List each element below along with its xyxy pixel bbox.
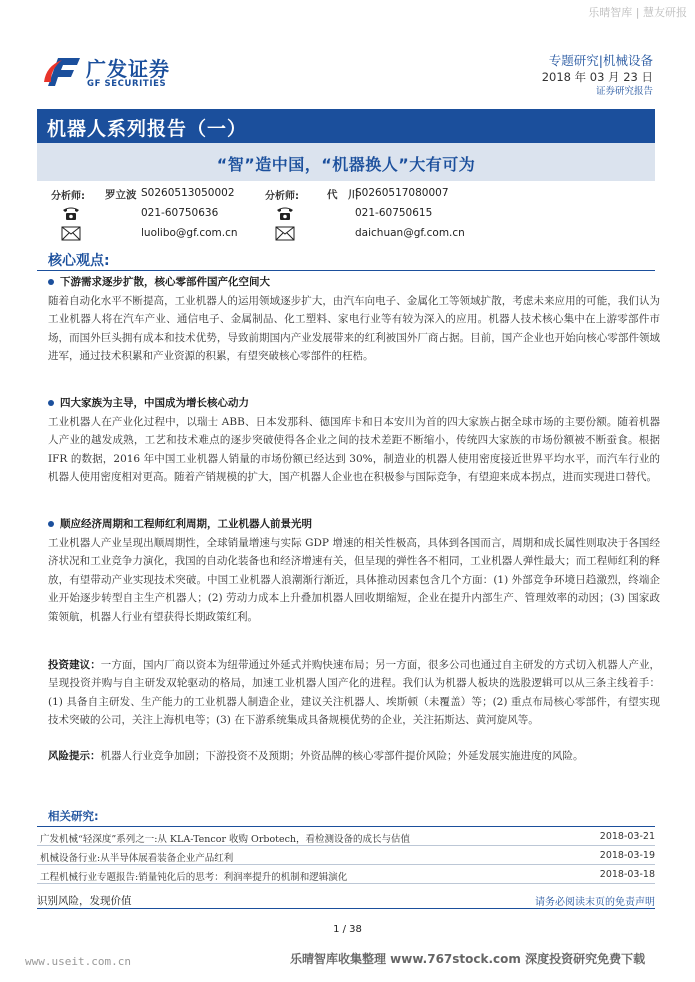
brand-name-en: GF SECURITIES xyxy=(87,79,167,89)
report-subtitle: “智”造中国，“机器换人”大有可为 xyxy=(216,155,476,174)
section-big-four xyxy=(48,393,660,487)
analyst-row-phones xyxy=(37,205,655,226)
related-item-date: 2018-03-19 xyxy=(599,850,655,861)
section-heading: 下游需求逐步扩散，核心零部件国产化空间大 xyxy=(48,272,660,292)
analyst-1-phone: 021-60750636 xyxy=(141,207,219,219)
mail-icon xyxy=(275,226,295,241)
report-date: 2018 年 03 月 23 日 xyxy=(541,70,653,84)
watermark-bottom-left: www.useit.com.cn xyxy=(25,955,131,968)
risk-text: 机器人行业竞争加剧；下游投资不及预期；外资品牌的核心零部件提价风险；外延发展实施进度的风险。 xyxy=(100,750,584,762)
analyst-row-emails xyxy=(37,225,655,246)
brand-logo xyxy=(42,52,192,96)
analyst-1-name: 罗立波 xyxy=(105,189,137,201)
risk-label: 风险提示： xyxy=(48,750,101,762)
section-investment-advice xyxy=(48,656,660,730)
report-category: 专题研究|机械设备 xyxy=(548,53,653,68)
analyst-2-phone: 021-60750615 xyxy=(355,207,433,219)
analyst-label: 分析师: xyxy=(51,191,85,202)
related-item-title[interactable]: 工程机械行业专题报告:销量钝化后的思考：利润率提升的机制和逻辑演化 xyxy=(40,872,348,883)
footer-slogan: 识别风险，发现价值 xyxy=(37,895,132,907)
section-body: 随着自动化水平不断提高，工业机器人的运用领域逐步扩大，由汽车向电子、金属化工等领域扩散，考虑未来应用的可能，我们认为工业机器人将在汽车产业、通信电子、金属制品、化工塑料、家电行业等有较为深入的应用。机器人技术核心集中在上游零部件市场，而国外巨头拥有成本和技术优势，导致前期国内产业发展带来的红利被国外厂商占据。目前，国产企业也开始向核心零部件领域进军，通过技术积累和产业资源的积累，有望突破核心零部件的枉梏。 xyxy=(48,295,660,363)
footer-disclaimer-note: 请务必阅读末页的免责声明 xyxy=(535,897,655,908)
advice-paragraph xyxy=(48,656,660,730)
advice-label: 投资建议： xyxy=(48,659,101,671)
related-title: 相关研究: xyxy=(48,809,99,823)
report-type: 证券研究报告 xyxy=(595,86,653,97)
title-bar xyxy=(37,109,655,143)
analyst-2-email[interactable]: daichuan@gf.com.cn xyxy=(355,227,465,239)
section-body: 工业机器人产业呈现出顺周期性，全球销量增速与实际 GDP 增速的相关性极高，具体到各国而言，周期和成长属性则取决于各国经济状况和工业竞争力演化，我国的自动化装备也和经济增速有关，但呈现的弹性各不相同，工业机器人弹性最大；而工程师红利的释放，有望带动产业实现技术突破。中国工业机器人浪潮渐行渐近，具体推动因素包含几个方面：(1) 外部竞争环境日趋激烈，终端企业开始逐步转型自主生产机器人；(2) 劳动力成本上升叠加机器人回收期缩短，企业在提升内部生产、管理效率的动因；(3) 国家政策领航，机器人行业有望获得长期政策红利。 xyxy=(48,537,660,623)
related-item[interactable] xyxy=(37,827,655,846)
analyst-block xyxy=(37,181,655,245)
watermark-bottom-right: 乐晴智库收集整理 www.767stock.com 深度投资研究免费下载 xyxy=(290,952,646,966)
analyst-1-id: S0260513050002 xyxy=(141,187,235,199)
analyst-1-email[interactable]: luolibo@gf.com.cn xyxy=(141,227,238,239)
section-demand xyxy=(48,272,660,366)
analyst-label-2: 分析师: xyxy=(265,191,299,202)
watermark-top: 乐晴智库 | 慧友研报 xyxy=(588,6,687,19)
analyst-2-name: 代 川 xyxy=(327,189,359,201)
footer-divider xyxy=(37,908,655,909)
related-item[interactable] xyxy=(37,846,655,865)
core-views-title: 核心观点: xyxy=(48,253,110,269)
related-item-title[interactable]: 机械设备行业:从半导体展看装备企业产品红利 xyxy=(40,853,234,864)
mail-icon xyxy=(61,226,81,241)
section-risk xyxy=(48,747,660,765)
related-item-date: 2018-03-21 xyxy=(599,831,655,842)
section-heading: 四大家族为主导，中国成为增长核心动力 xyxy=(48,393,660,413)
subtitle-band xyxy=(37,143,655,181)
header-meta xyxy=(542,52,653,99)
related-item-title[interactable]: 广发机械“轻深度”系列之一:从 KLA-Tencor 收购 Orbotech，看检测设备的成长与估值 xyxy=(40,834,411,845)
related-item-date: 2018-03-18 xyxy=(599,869,655,880)
section-cycle xyxy=(48,514,660,626)
advice-text: 一方面，国内厂商以资本为纽带通过外延式并购快速布局；另一方面，很多公司也通过自主研发的方式切入机器人产业，呈现投资并购与自主研发双轮驱动的格局，加速工业机器人国产化的进程。我们认为机器人板块的选股逻辑可以从三条主线着手：(1) 具备自主研发、生产能力的工业机器人制造企业，建议关注机器人、埃斯顿（未覆盖）等；(2) 重点布局核心零部件，有望实现技术突破的公司，关注上海机电等；(3) 在下游系统集成具备规模优势的企业，关注拓斯达、黄河旋风等。 xyxy=(48,659,661,727)
section-body: 工业机器人在产业化过程中，以瑞士 ABB、日本发那科、德国库卡和日本安川为首的四大家族占据全球市场的主要份额。随着机器人产业的越发成熟，工艺和技术难点的逐步突破使得各企业之间的技术差距不断缩小，传统四大家族的市场份额被不断蚕食。根据 IFR 的数据，2016 年中国工业机器人销量的市场份额已经达到 30%，制造业的机器人使用密度接近世界平均水平，而汽车行业的机器人使用密度相对更高。随着产销规模的扩大，国产机器人企业也在积极参与国际竞争，有望迎来成本拐点，进而实现进口替代。 xyxy=(48,416,660,484)
page-number: 1 / 38 xyxy=(333,924,362,935)
risk-paragraph xyxy=(48,747,660,765)
gf-logo-icon xyxy=(42,52,82,92)
analyst-2-id: S0260517080007 xyxy=(355,187,449,199)
report-title: 机器人系列报告（一） xyxy=(47,118,248,140)
phone-icon xyxy=(275,205,295,221)
brand-name-cn: 广发证券 xyxy=(86,57,170,81)
section-heading: 顺应经济周期和工程师红利周期，工业机器人前景光明 xyxy=(48,514,660,534)
analyst-row-names xyxy=(37,185,655,206)
divider xyxy=(37,270,655,271)
phone-icon xyxy=(61,205,81,221)
related-research xyxy=(37,808,655,884)
related-item[interactable] xyxy=(37,865,655,884)
